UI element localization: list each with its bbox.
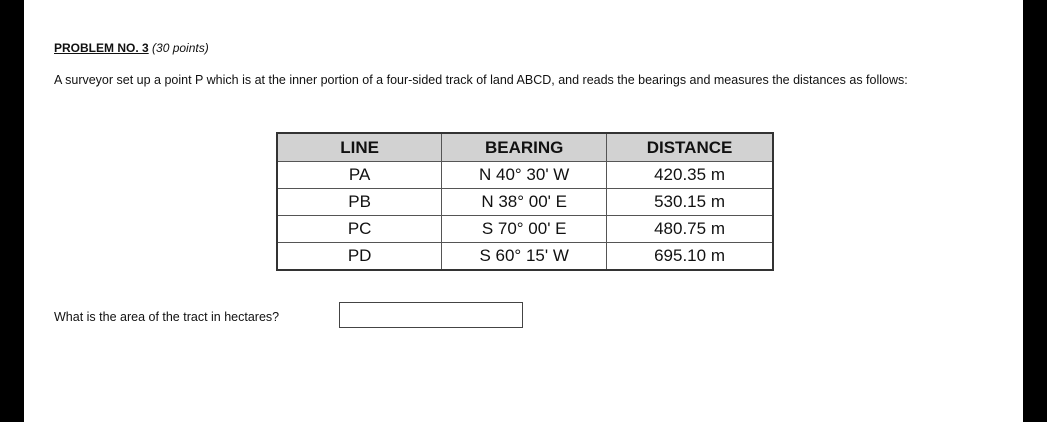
cell-line: PC bbox=[277, 216, 442, 243]
cell-line: PB bbox=[277, 189, 442, 216]
cell-bearing: N 38° 00' E bbox=[442, 189, 607, 216]
table-row bbox=[277, 216, 773, 243]
answer-input[interactable] bbox=[339, 302, 523, 328]
cell-bearing: N 40° 30' W bbox=[442, 162, 607, 189]
cell-bearing: S 60° 15' W bbox=[442, 243, 607, 271]
problem-statement: A surveyor set up a point P which is at the inner portion of a four-sided track of land ABCD, and reads the bearings and measures the distances as follows: bbox=[54, 73, 908, 87]
document-page bbox=[24, 0, 1023, 422]
bearing-distance-table bbox=[276, 132, 774, 271]
cell-line: PA bbox=[277, 162, 442, 189]
question-text: What is the area of the tract in hectares? bbox=[54, 310, 280, 324]
header-bearing: BEARING bbox=[442, 133, 607, 162]
cell-bearing: S 70° 00' E bbox=[442, 216, 607, 243]
problem-points: (30 points) bbox=[152, 41, 209, 55]
header-line: LINE bbox=[277, 133, 442, 162]
problem-heading bbox=[54, 41, 209, 55]
table-header-row bbox=[277, 133, 773, 162]
table-row bbox=[277, 189, 773, 216]
cell-distance: 530.15 m bbox=[607, 189, 773, 216]
problem-number: PROBLEM NO. 3 bbox=[54, 41, 149, 55]
cell-distance: 695.10 m bbox=[607, 243, 773, 271]
table-row bbox=[277, 243, 773, 271]
table-row bbox=[277, 162, 773, 189]
cell-line: PD bbox=[277, 243, 442, 271]
cell-distance: 420.35 m bbox=[607, 162, 773, 189]
cell-distance: 480.75 m bbox=[607, 216, 773, 243]
header-distance: DISTANCE bbox=[607, 133, 773, 162]
